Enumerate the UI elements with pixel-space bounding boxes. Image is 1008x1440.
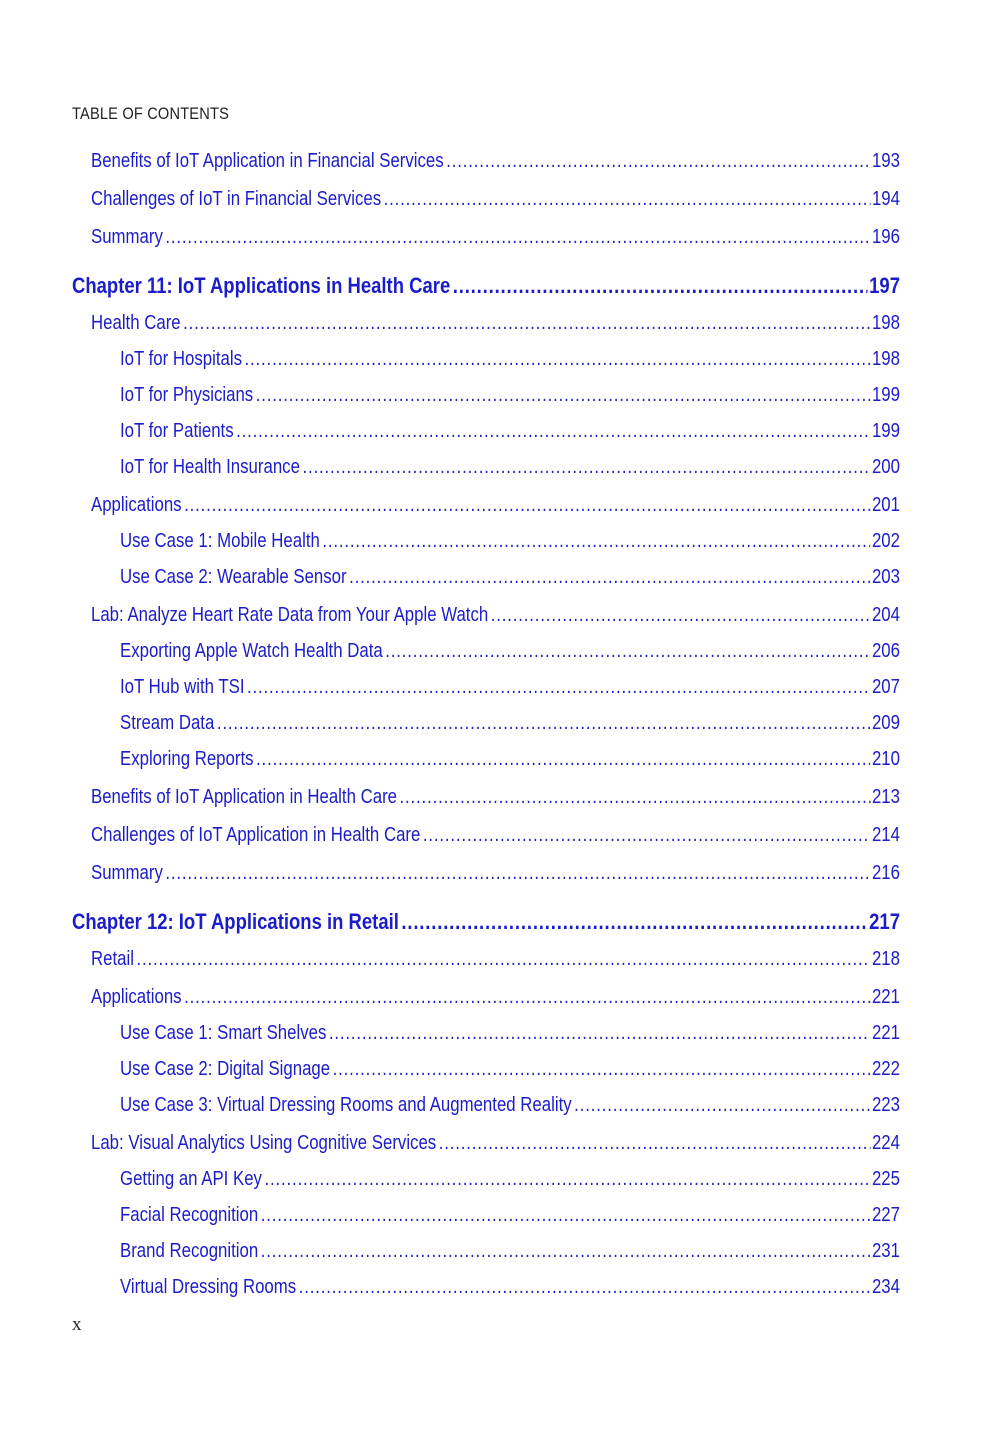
toc-entry[interactable] — [120, 1022, 900, 1052]
toc-entry[interactable] — [120, 1168, 900, 1198]
toc-entry-page: 231 — [871, 1240, 900, 1262]
toc-entry-title: Stream Data — [120, 712, 215, 734]
toc-chapter-entry[interactable] — [72, 909, 900, 939]
toc-entry-title: IoT for Patients — [120, 420, 234, 442]
toc-entry[interactable] — [91, 494, 900, 524]
toc-entry-page: 216 — [871, 862, 900, 884]
toc-entry-page: 221 — [871, 986, 900, 1008]
toc-entry-page: 197 — [869, 273, 900, 298]
toc-entry[interactable] — [120, 566, 900, 596]
toc-entry-title: Applications — [91, 494, 182, 516]
toc-entry-title: Virtual Dressing Rooms — [120, 1276, 297, 1298]
dot-leader — [256, 748, 870, 771]
toc-entry[interactable] — [91, 948, 900, 978]
dot-leader — [423, 824, 870, 847]
dot-leader — [401, 909, 867, 935]
toc-entry[interactable] — [120, 1240, 900, 1270]
toc-entry[interactable] — [120, 456, 900, 486]
dot-leader — [384, 188, 871, 211]
toc-entry[interactable] — [120, 1204, 900, 1234]
toc-entry-title: Use Case 1: Mobile Health — [120, 530, 320, 552]
toc-entry-page: 213 — [871, 786, 900, 808]
toc-entry[interactable] — [120, 712, 900, 742]
toc-entry[interactable] — [120, 348, 900, 378]
toc-entry-page: 194 — [871, 188, 900, 210]
toc-entry-page: 202 — [871, 530, 900, 552]
toc-entry-title: Benefits of IoT Application in Financial Services — [91, 150, 444, 172]
toc-entry-title: Summary — [91, 862, 163, 884]
dot-leader — [439, 1132, 871, 1155]
toc-entry-page: 199 — [871, 384, 900, 406]
toc-entry-title: Exploring Reports — [120, 748, 254, 770]
dot-leader — [165, 862, 870, 885]
toc-entry-page: 196 — [871, 226, 900, 248]
toc-entry-title: Lab: Visual Analytics Using Cognitive Services — [91, 1132, 437, 1154]
dot-leader — [183, 312, 870, 335]
dot-leader — [322, 530, 870, 553]
toc-entry[interactable] — [120, 640, 900, 670]
toc-entry[interactable] — [91, 862, 900, 892]
toc-entry-title: Benefits of IoT Application in Health Care — [91, 786, 398, 808]
toc-entry-title: Chapter 11: IoT Applications in Health Care — [72, 273, 451, 298]
toc-entry-page: 223 — [871, 1094, 900, 1116]
page-number: x — [72, 1314, 82, 1335]
toc-entry[interactable] — [91, 604, 900, 634]
dot-leader — [184, 494, 870, 517]
toc-entry[interactable] — [91, 226, 900, 256]
toc-entry[interactable] — [120, 420, 900, 450]
toc-entry-page: 209 — [871, 712, 900, 734]
toc-entry-page: 198 — [871, 312, 900, 334]
toc-entry-title: Lab: Analyze Heart Rate Data from Your Apple Watch — [91, 604, 489, 626]
dot-leader — [247, 676, 870, 699]
toc-entry-page: 200 — [871, 456, 900, 478]
toc-entry-page: 199 — [871, 420, 900, 442]
toc-entry-title: Facial Recognition — [120, 1204, 259, 1226]
toc-entry-page: 234 — [871, 1276, 900, 1298]
toc-entry-page: 203 — [871, 566, 900, 588]
toc-entry[interactable] — [91, 786, 900, 816]
dot-leader — [333, 1058, 871, 1081]
toc-entry-page: 214 — [871, 824, 900, 846]
toc-entry[interactable] — [120, 1276, 900, 1306]
dot-leader — [136, 948, 870, 971]
toc-entry-title: IoT Hub with TSI — [120, 676, 245, 698]
toc-entry[interactable] — [91, 1132, 900, 1162]
dot-leader — [400, 786, 871, 809]
toc-entry-page: 204 — [871, 604, 900, 626]
dot-leader — [261, 1240, 871, 1263]
toc-entry-title: Getting an API Key — [120, 1168, 262, 1190]
toc-entry-title: Challenges of IoT Application in Health Care — [91, 824, 421, 846]
toc-entry-title: Challenges of IoT in Financial Services — [91, 188, 382, 210]
dot-leader — [299, 1276, 871, 1299]
toc-entry[interactable] — [91, 986, 900, 1016]
toc-entry-title: Use Case 3: Virtual Dressing Rooms and Augmented Reality — [120, 1094, 572, 1116]
toc-entry-title: Use Case 1: Smart Shelves — [120, 1022, 327, 1044]
toc-entry-page: 222 — [871, 1058, 900, 1080]
toc-entry-title: Use Case 2: Digital Signage — [120, 1058, 331, 1080]
dot-leader — [453, 273, 868, 299]
dot-leader — [574, 1094, 870, 1117]
toc-entry-page: 225 — [871, 1168, 900, 1190]
toc-entry-page: 221 — [871, 1022, 900, 1044]
toc-entry-title: IoT for Health Insurance — [120, 456, 300, 478]
toc-entry-page: 207 — [871, 676, 900, 698]
dot-leader — [264, 1168, 870, 1191]
toc-entry-page: 217 — [869, 909, 900, 934]
dot-leader — [446, 150, 870, 173]
toc-entry-page: 210 — [871, 748, 900, 770]
toc-entry-page: 198 — [871, 348, 900, 370]
toc-entry-page: 227 — [871, 1204, 900, 1226]
toc-entry[interactable] — [120, 1058, 900, 1088]
toc-entry[interactable] — [91, 188, 900, 218]
toc-entry-page: 201 — [871, 494, 900, 516]
dot-leader — [261, 1204, 871, 1227]
toc-entry[interactable] — [120, 748, 900, 778]
toc-entry[interactable] — [120, 384, 900, 414]
toc-entry[interactable] — [120, 530, 900, 560]
toc-entry-page: 218 — [871, 948, 900, 970]
toc-chapter-entry[interactable] — [72, 273, 900, 303]
dot-leader — [217, 712, 870, 735]
running-header: TABLE OF CONTENTS — [72, 104, 230, 123]
dot-leader — [256, 384, 871, 407]
dot-leader — [302, 456, 870, 479]
toc-entry-title: IoT for Physicians — [120, 384, 254, 406]
dot-leader — [245, 348, 871, 371]
toc-entry-page: 206 — [871, 640, 900, 662]
toc-entry[interactable] — [120, 1094, 900, 1124]
dot-leader — [349, 566, 870, 589]
toc-entry[interactable] — [91, 312, 900, 342]
toc-entry-title: Summary — [91, 226, 163, 248]
toc-entry-title: Brand Recognition — [120, 1240, 259, 1262]
toc-entry-title: Chapter 12: IoT Applications in Retail — [72, 909, 399, 934]
toc-entry-title: Retail — [91, 948, 134, 970]
toc-entry-title: Health Care — [91, 312, 181, 334]
toc-entry-title: IoT for Hospitals — [120, 348, 243, 370]
toc-entry-page: 224 — [871, 1132, 900, 1154]
dot-leader — [491, 604, 871, 627]
toc-entry[interactable] — [120, 676, 900, 706]
dot-leader — [329, 1022, 870, 1045]
toc-entry[interactable] — [91, 150, 900, 180]
dot-leader — [385, 640, 870, 663]
toc-entry-page: 193 — [871, 150, 900, 172]
dot-leader — [236, 420, 870, 443]
toc-entry[interactable] — [91, 824, 900, 854]
dot-leader — [184, 986, 870, 1009]
toc-entry-title: Applications — [91, 986, 182, 1008]
toc-entry-title: Use Case 2: Wearable Sensor — [120, 566, 347, 588]
toc-entry-title: Exporting Apple Watch Health Data — [120, 640, 383, 662]
dot-leader — [165, 226, 870, 249]
